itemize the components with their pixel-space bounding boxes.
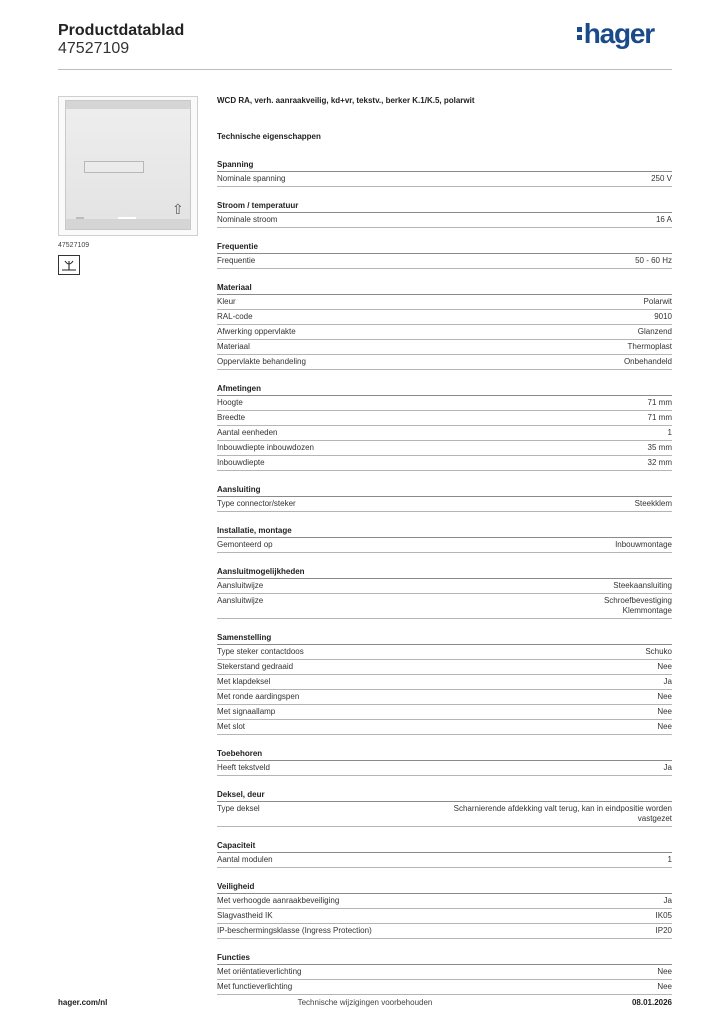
spec-key: Nominale spanning xyxy=(217,174,286,183)
spec-row xyxy=(217,213,672,228)
spec-value-line: Steekklem xyxy=(634,499,672,508)
spec-value-line: Steekaansluiting xyxy=(613,581,672,590)
spec-value-line: Schroefbevestiging xyxy=(603,596,672,605)
spec-section-title: Capaciteit xyxy=(217,841,672,853)
footer-date: 08.01.2026 xyxy=(631,998,672,1007)
spec-value xyxy=(273,596,672,616)
spec-value xyxy=(265,256,672,266)
spec-value-line: 35 mm xyxy=(647,443,672,452)
spec-value xyxy=(255,413,672,423)
spec-value-line: Ja xyxy=(663,763,672,772)
spec-row xyxy=(217,594,672,619)
spec-value xyxy=(302,982,672,992)
spec-value xyxy=(324,443,672,453)
spec-key: Aantal modulen xyxy=(217,855,273,864)
spec-key: Materiaal xyxy=(217,342,250,351)
spec-value xyxy=(273,581,672,591)
spec-row xyxy=(217,690,672,705)
spec-row xyxy=(217,497,672,512)
spec-value-line: 71 mm xyxy=(647,413,672,422)
spec-row xyxy=(217,705,672,720)
spec-key: Met oriëntatieverlichting xyxy=(217,967,302,976)
spec-key: Kleur xyxy=(217,297,236,306)
spec-value xyxy=(314,647,672,657)
spec-value-line: IP20 xyxy=(655,926,672,935)
spec-key: Afwerking oppervlakte xyxy=(217,327,296,336)
spec-key: Aantal eenheden xyxy=(217,428,278,437)
spec-row xyxy=(217,909,672,924)
spec-section-title: Stroom / temperatuur xyxy=(217,201,672,213)
spec-section-title: Afmetingen xyxy=(217,384,672,396)
spec-value xyxy=(255,722,672,732)
spec-row xyxy=(217,965,672,980)
spec-row xyxy=(217,660,672,675)
spec-row xyxy=(217,325,672,340)
spec-value-line: 32 mm xyxy=(647,458,672,467)
spec-value-line: Nee xyxy=(657,692,672,701)
spec-key: Met klapdeksel xyxy=(217,677,271,686)
spec-value-line: Nee xyxy=(657,722,672,731)
spec-value-line: Klemmontage xyxy=(622,606,672,615)
spec-row xyxy=(217,645,672,660)
spec-key: Type deksel xyxy=(217,804,260,813)
spec-section-title: Aansluiting xyxy=(217,485,672,497)
spec-key: Heeft tekstveld xyxy=(217,763,270,772)
page-footer xyxy=(58,998,672,1010)
spec-value xyxy=(306,327,672,337)
spec-value-line: 71 mm xyxy=(647,398,672,407)
specification-sections xyxy=(217,160,672,995)
spec-row xyxy=(217,254,672,269)
spec-key: Inbouwdiepte xyxy=(217,458,265,467)
spec-value-line: 250 V xyxy=(651,174,672,183)
spec-value xyxy=(306,499,672,509)
label-field-illustration xyxy=(84,161,144,173)
spec-key: Type connector/steker xyxy=(217,499,296,508)
spec-key: Met ronde aardingspen xyxy=(217,692,300,701)
spec-value xyxy=(303,662,672,672)
spec-value-line: Thermoplast xyxy=(627,342,672,351)
spec-value xyxy=(311,967,672,977)
spec-key: Gemonteerd op xyxy=(217,540,273,549)
spec-section xyxy=(217,841,672,868)
spec-section xyxy=(217,790,672,827)
spec-key: RAL-code xyxy=(217,312,253,321)
spec-section xyxy=(217,633,672,735)
page-header xyxy=(58,18,672,68)
spec-value xyxy=(316,357,672,367)
spec-value-line: 9010 xyxy=(654,312,672,321)
spec-row xyxy=(217,456,672,471)
spec-section xyxy=(217,283,672,370)
spec-key: Breedte xyxy=(217,413,246,422)
spec-value-line: 1 xyxy=(667,855,672,864)
spec-value xyxy=(283,540,672,550)
spec-section-title: Aansluitmogelijkheden xyxy=(217,567,672,579)
spec-key: Nominale stroom xyxy=(217,215,278,224)
spec-row xyxy=(217,426,672,441)
spec-value-line: vastgezet xyxy=(637,814,672,823)
spec-key: Met signaallamp xyxy=(217,707,276,716)
spec-row xyxy=(217,579,672,594)
spec-row xyxy=(217,894,672,909)
spec-value xyxy=(296,174,673,184)
image-caption: 47527109 xyxy=(58,242,90,249)
spec-value xyxy=(283,855,672,865)
spec-value-line: Glanzend xyxy=(637,327,672,336)
spec-section-title: Spanning xyxy=(217,160,672,172)
spec-section xyxy=(217,160,672,187)
spec-value-line: Nee xyxy=(657,982,672,991)
spec-key: Met slot xyxy=(217,722,246,731)
spec-row xyxy=(217,340,672,355)
spec-section xyxy=(217,953,672,995)
spec-key: Met functieverlichting xyxy=(217,982,293,991)
spec-row xyxy=(217,538,672,553)
spec-section xyxy=(217,201,672,228)
spec-row xyxy=(217,675,672,690)
spec-key: Aansluitwijze xyxy=(217,581,264,590)
spec-section-title: Functies xyxy=(217,953,672,965)
footer-website-link[interactable]: hager.com/nl xyxy=(58,998,108,1007)
properties-heading: Technische eigenschappen xyxy=(217,132,321,141)
spec-value-line: 16 A xyxy=(655,215,672,224)
spec-value xyxy=(275,458,672,468)
spec-value-line: Nee xyxy=(657,707,672,716)
spec-value-line: Onbehandeld xyxy=(623,357,672,366)
spec-value-line: 1 xyxy=(667,428,672,437)
spec-value xyxy=(280,763,672,773)
spec-value xyxy=(280,677,672,687)
spec-value xyxy=(246,297,672,307)
spec-row xyxy=(217,802,672,827)
spec-key: Inbouwdiepte inbouwdozen xyxy=(217,443,314,452)
spec-value xyxy=(260,342,672,352)
spec-section xyxy=(217,485,672,512)
spec-value xyxy=(270,804,672,824)
spec-section-title: Materiaal xyxy=(217,283,672,295)
spec-value-line: Schuko xyxy=(645,647,672,656)
spec-section xyxy=(217,749,672,776)
spec-value xyxy=(382,926,672,936)
spec-key: Type steker contactdoos xyxy=(217,647,304,656)
specifications-column xyxy=(217,96,672,995)
spec-value-line: Polarwit xyxy=(643,297,672,306)
spec-value-line: IK05 xyxy=(655,911,672,920)
spec-value-line: Nee xyxy=(657,662,672,671)
spec-key: Stekerstand gedraaid xyxy=(217,662,294,671)
spec-value xyxy=(285,707,672,717)
logo-text: hager xyxy=(583,18,654,49)
spec-row xyxy=(217,441,672,456)
spec-value xyxy=(263,312,672,322)
spec-section xyxy=(217,567,672,619)
logo-dots-icon xyxy=(577,24,582,43)
spec-row xyxy=(217,172,672,187)
spec-key: Oppervlakte behandeling xyxy=(217,357,306,366)
spec-key: Met verhoogde aanraakbeveiliging xyxy=(217,896,340,905)
spec-key: Aansluitwijze xyxy=(217,596,264,605)
spec-row xyxy=(217,924,672,939)
spec-row xyxy=(217,853,672,868)
spec-section xyxy=(217,242,672,269)
spec-value-line: Scharnierende afdekking valt terug, kan in eindpositie worden xyxy=(453,804,672,813)
product-image xyxy=(58,96,198,236)
spec-row xyxy=(217,761,672,776)
spec-key: Frequentie xyxy=(217,256,256,265)
spec-row xyxy=(217,355,672,370)
spec-row xyxy=(217,411,672,426)
spec-row xyxy=(217,295,672,310)
header-divider xyxy=(58,69,672,70)
spec-value xyxy=(283,911,672,921)
socket-plate-illustration xyxy=(65,100,191,230)
hager-logo[interactable] xyxy=(577,20,654,48)
spec-value xyxy=(287,215,672,225)
spec-value xyxy=(253,398,672,408)
document-number: 47527109 xyxy=(58,40,130,57)
spec-section-title: Toebehoren xyxy=(217,749,672,761)
document-title: Productdatablad xyxy=(58,22,185,39)
flip-arrow-icon: ⇧ xyxy=(172,201,184,217)
spec-value xyxy=(349,896,672,906)
spec-section xyxy=(217,384,672,471)
spec-section xyxy=(217,882,672,939)
product-image-column xyxy=(58,96,198,275)
spec-row xyxy=(217,396,672,411)
footer-disclaimer: Technische wijzigingen voorbehouden xyxy=(297,998,433,1007)
spec-section-title: Veiligheid xyxy=(217,882,672,894)
spec-value-line: 50 - 60 Hz xyxy=(635,256,672,265)
spec-row xyxy=(217,980,672,995)
spec-value xyxy=(309,692,672,702)
spec-value-line: Ja xyxy=(663,896,672,905)
socket-symbol-icon xyxy=(58,255,80,275)
spec-section-title: Installatie, montage xyxy=(217,526,672,538)
spec-section xyxy=(217,526,672,553)
spec-key: Slagvastheid IK xyxy=(217,911,273,920)
spec-value-line: Ja xyxy=(663,677,672,686)
spec-section-title: Deksel, deur xyxy=(217,790,672,802)
spec-key: IP-beschermingsklasse (Ingress Protection) xyxy=(217,926,372,935)
spec-section-title: Samenstelling xyxy=(217,633,672,645)
spec-key: Hoogte xyxy=(217,398,243,407)
product-description: WCD RA, verh. aanraakveilig, kd+vr, tekstv., berker K.1/K.5, polarwit xyxy=(217,96,475,105)
spec-value-line: Nee xyxy=(657,967,672,976)
spec-row xyxy=(217,310,672,325)
spec-row xyxy=(217,720,672,735)
spec-value-line: Inbouwmontage xyxy=(615,540,672,549)
spec-value xyxy=(288,428,673,438)
spec-section-title: Frequentie xyxy=(217,242,672,254)
